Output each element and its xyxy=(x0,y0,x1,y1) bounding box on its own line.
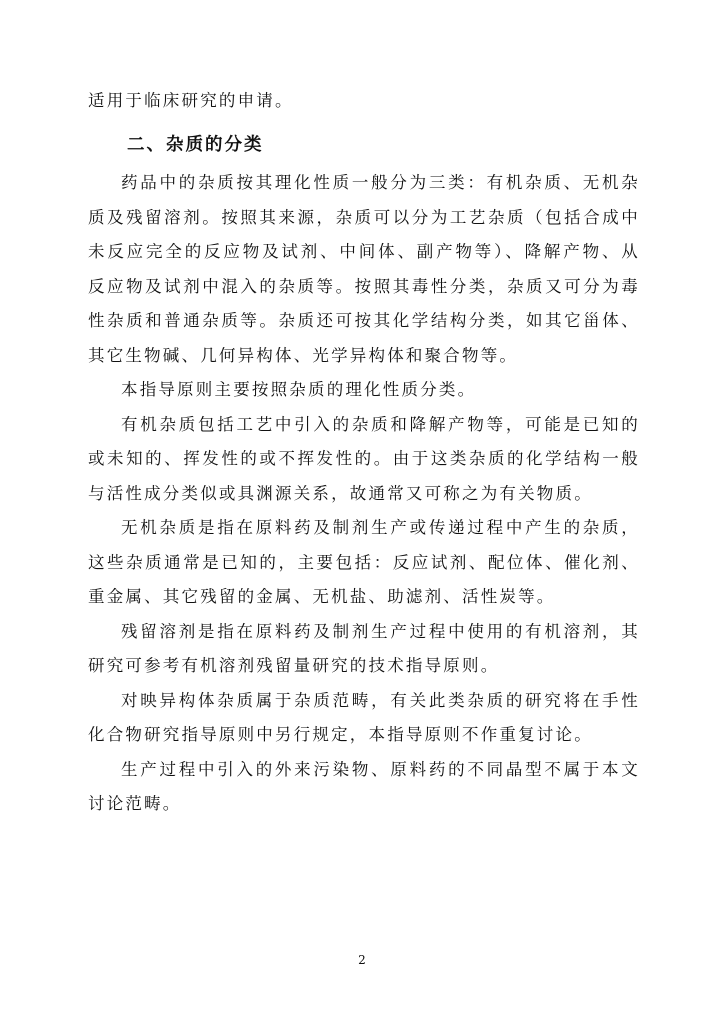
paragraph-classification: 药品中的杂质按其理化性质一般分为三类：有机杂质、无机杂质及残留溶剂。按照其来源，杂质可以分为工艺杂质（包括合成中未反应完全的反应物及试剂、中间体、副产物等）、降解产物、从反应物及试剂中混入的杂质等。按照其毒性分类，杂质又可分为毒性杂质和普通杂质等。杂质还可按其化学结构分类，如其它甾体、其它生物碱、几何异构体、光学异构体和聚合物等。 xyxy=(88,173,640,365)
continuation-paragraph: 适用于临床研究的申请。 xyxy=(88,91,294,110)
paragraph-inorganic-impurities: 无机杂质是指在原料药及制剂生产或传递过程中产生的杂质，这些杂质通常是已知的，主要包括：反应试剂、配位体、催化剂、重金属、其它残留的金属、无机盐、助滤剂、活性炭等。 xyxy=(88,518,640,606)
continuation-text-block xyxy=(88,84,640,119)
section-body xyxy=(88,166,640,822)
paragraph-residual-solvents: 残留溶剂是指在原料药及制剂生产过程中使用的有机溶剂，其研究可参考有机溶剂残留量研究的技术指导原则。 xyxy=(88,621,640,675)
section-heading: 二、杂质的分类 xyxy=(127,135,264,155)
paragraph-scope: 本指导原则主要按照杂质的理化性质分类。 xyxy=(121,380,477,399)
paragraph-excluded-contaminants: 生产过程中引入的外来污染物、原料药的不同晶型不属于本文讨论范畴。 xyxy=(88,759,640,813)
page-number: 2 xyxy=(358,953,366,967)
paragraph-organic-impurities: 有机杂质包括工艺中引入的杂质和降解产物等，可能是已知的或未知的、挥发性的或不挥发性的。由于这类杂质的化学结构一般与活性成分类似或具渊源关系，故通常又可称之为有关物质。 xyxy=(88,414,640,503)
paragraph-enantiomer-impurities: 对映异构体杂质属于杂质范畴，有关此类杂质的研究将在手性化合物研究指导原则中另行规定，本指导原则不作重复讨论。 xyxy=(88,690,640,744)
